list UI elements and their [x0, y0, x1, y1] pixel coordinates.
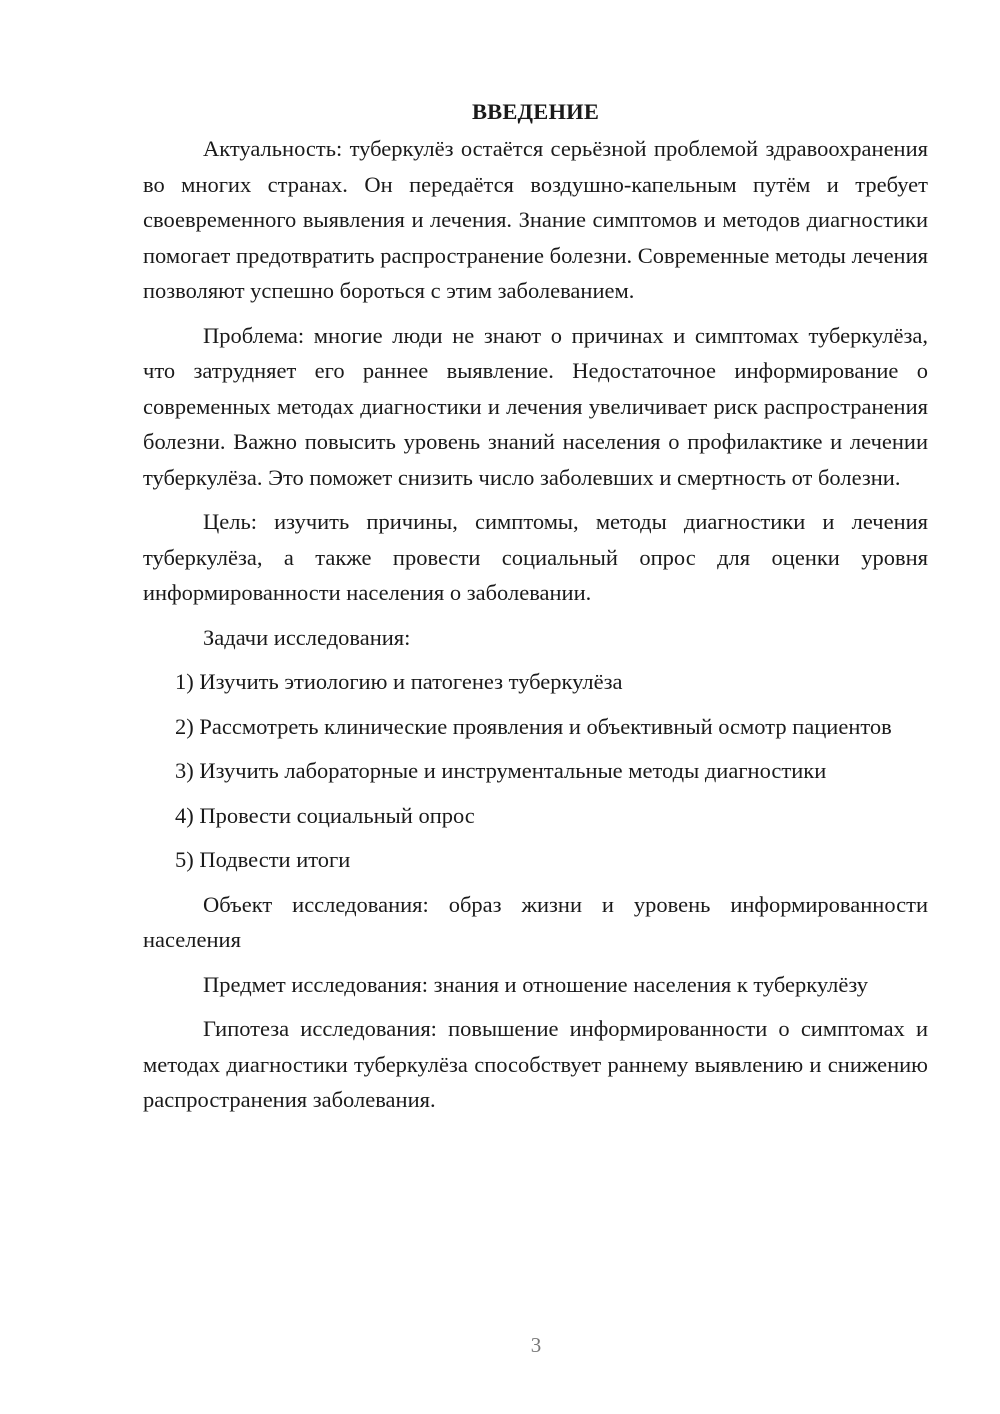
- paragraph-problem: Проблема: многие люди не знают о причинах и симптомах туберкулёза, что затрудняет его раннее выявление. Недостаточное информирование о современных методах диагностики и лечения увеличивает риск распространения болезни. Важно повысить уровень знаний населения о профилактике и лечении туберкулёза. Это поможет снизить число заболевших и смертность от болезни.: [143, 322, 928, 490]
- paragraph-subject: Предмет исследования: знания и отношение населения к туберкулёзу: [203, 971, 869, 997]
- list-item: 5) Подвести итоги: [175, 847, 351, 872]
- page-number: 3: [530, 1333, 542, 1357]
- paragraph-goal: Цель: изучить причины, симптомы, методы диагностики и лечения туберкулёза, а также провести социальный опрос для оценки уровня информированности населения о заболевании.: [143, 509, 928, 605]
- document-body: [143, 96, 928, 1127]
- tasks-heading: Задачи исследования:: [203, 624, 411, 650]
- tasks-list: [143, 664, 928, 878]
- paragraph-object: Объект исследования: образ жизни и уровень информированности населения: [143, 891, 928, 952]
- list-item: 4) Провести социальный опрос: [175, 802, 475, 828]
- list-item: 2) Рассмотреть клинические проявления и объективный осмотр пациентов: [175, 713, 892, 739]
- list-item: 3) Изучить лабораторные и инструментальные методы диагностики: [175, 758, 827, 783]
- paragraph-hypothesis: Гипотеза исследования: повышение информированности о симптомах и методах диагностики туберкулёза способствует раннему выявлению и снижению распространения заболевания.: [143, 1016, 928, 1112]
- paragraph-relevance: Актуальность: туберкулёз остаётся серьёзной проблемой здравоохранения во многих странах. Он передаётся воздушно-капельным путём и требует своевременного выявления и лечения. Знание симптомов и методов диагностики помогает предотвратить распространение болезни. Современные методы лечения позволяют успешно бороться с этим заболеванием.: [143, 136, 928, 303]
- section-title: ВВЕДЕНИЕ: [471, 99, 600, 124]
- list-item: 1) Изучить этиологию и патогенез туберкулёза: [175, 669, 623, 694]
